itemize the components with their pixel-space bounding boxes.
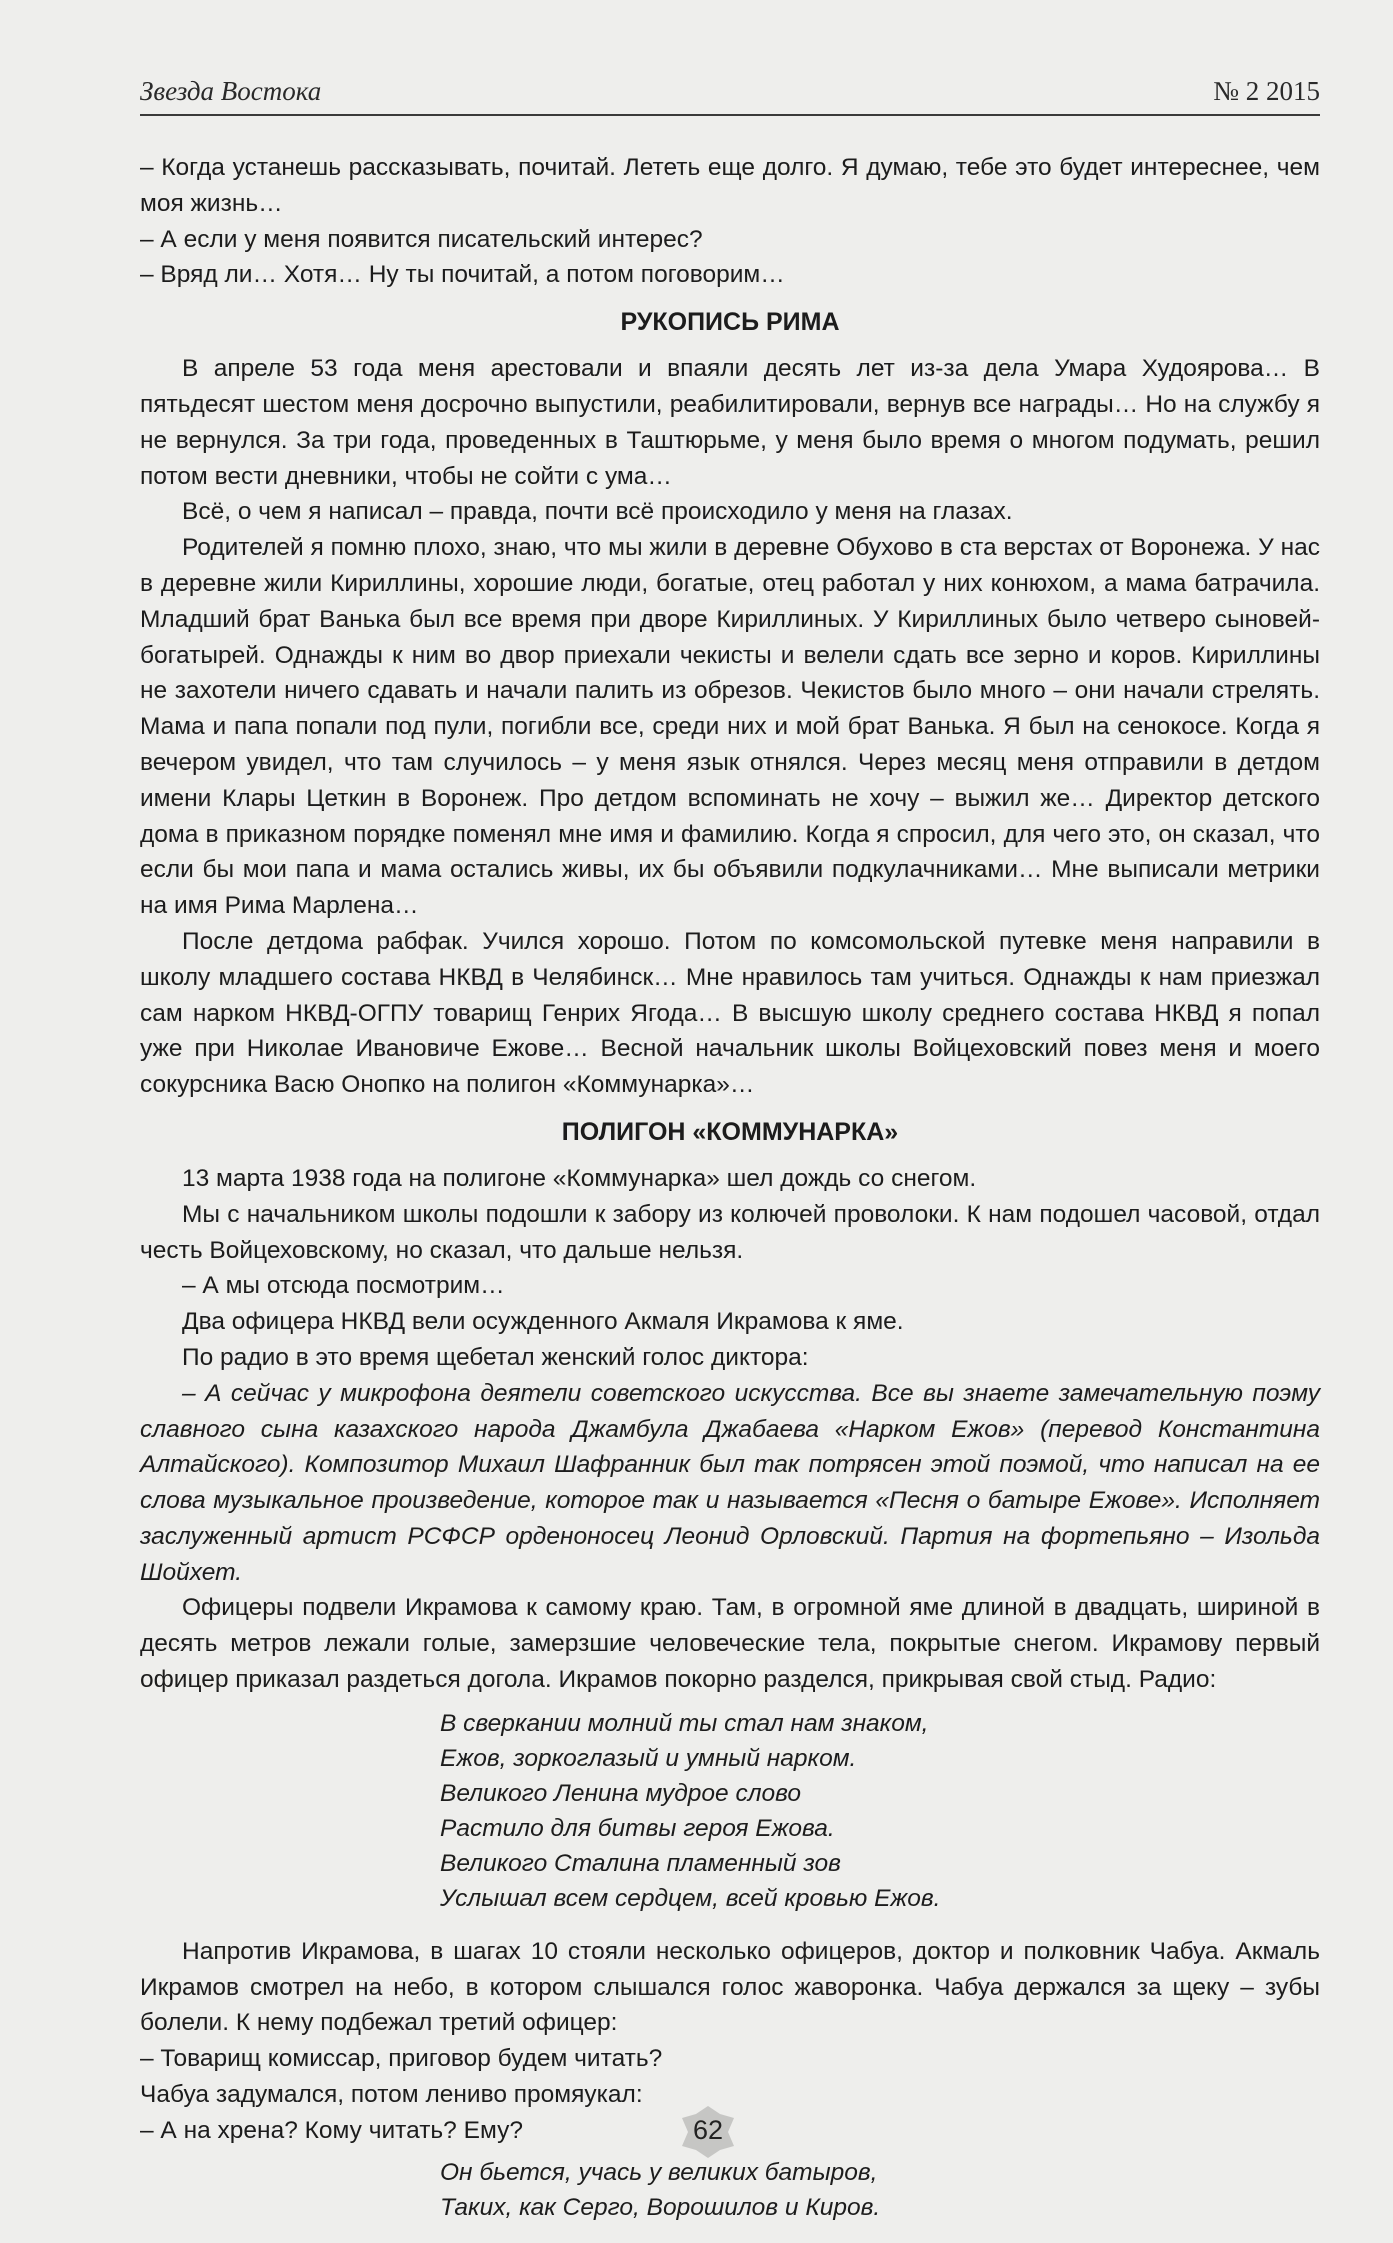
journal-title: Звезда Востока	[140, 76, 322, 106]
poem-line: Услышал всем сердцем, всей кровью Ежов.	[440, 1884, 941, 1912]
paragraph: Напротив Икрамова, в шагах 10 стояли несколько офицеров, доктор и полковник Чабуа. Акмаль Икрамов смотрел на небо, в котором слышался голос жаворонка. Чабуа держался за щеку – зубы болели. К нему подбежал третий офицер:	[140, 1937, 1320, 2037]
running-header	[140, 70, 1320, 120]
article-body	[140, 150, 1320, 2243]
dialogue-line: – Товарищ комиссар, приговор будем читать?	[140, 2045, 663, 2073]
section-heading-poligon-kommunarka: ПОЛИГОН «КОММУНАРКА»	[561, 1117, 899, 1146]
paragraph: После детдома рабфак. Учился хорошо. Потом по комсомольской путевке меня направили в школу младшего состава НКВД в Челябинск… Мне нравилось там учиться. Однажды к нам приезжал сам нарком НКВД-ОГПУ товарищ Генрих Ягода… В высшую школу среднего состава НКВД я попал уже при Николае Ивановиче Ежове… Весной начальник школы Войцеховский повез меня и моего сокурсника Васю Онопко на полигон «Коммунарка»…	[140, 927, 1320, 1099]
poem-line: Великого Ленина мудрое слово	[440, 1779, 802, 1807]
poem-line: Таких, как Серго, Ворошилов и Киров.	[440, 2193, 881, 2221]
dialogue-line: Чабуа задумался, потом лениво промяукал:	[140, 2081, 643, 2109]
page-number-badge	[680, 2104, 736, 2160]
paragraph: Два офицера НКВД вели осужденного Акмаля Икрамова к яме.	[182, 1308, 904, 1336]
poem-line: Он бьется, учась у великих батыров,	[440, 2158, 878, 2186]
paragraph: В апреле 53 года меня арестовали и впаяли десять лет из-за дела Умара Худоярова… В пятьдесят шестом меня досрочно выпустили, реабилитировали, вернув все награды… Но на службу я не вернулся. За три года, проведенных в Таштюрьме, у меня было время о многом подумать, решил потом вести дневники, чтобы не сойти с ума…	[140, 355, 1320, 490]
radio-quote: – А сейчас у микрофона деятели советского искусства. Все вы знаете замечательную поэму славного сына казахского народа Джамбула Джабаева «Нарком Ежов» (перевод Константина Алтайского). Композитор Михаил Шафранник был так потрясен этой поэмой, что написал на ее слова музыкальное произведение, которое так и называется «Песня о батыре Ежове». Исполняет заслуженный артист РСФСР орденоносец Леонид Орловский. Партия на фортепьяно – Изольда Шойхет.	[140, 1379, 1320, 1586]
poem-line: Великого Сталина пламенный зов	[440, 1849, 841, 1877]
dialogue-line: – А если у меня появится писательский интерес?	[140, 225, 703, 253]
paragraph: По радио в это время щебетал женский голос диктора:	[182, 1343, 809, 1371]
paragraph: 13 марта 1938 года на полигоне «Коммунарка» шел дождь со снегом.	[182, 1164, 977, 1192]
poem-line: Ежов, зоркоглазый и умный нарком.	[440, 1744, 857, 1772]
paragraph: – А мы отсюда посмотрим…	[182, 1272, 505, 1300]
poem-line: В сверкании молний ты стал нам знаком,	[440, 1709, 929, 1737]
section-heading-rukopis-rima: РУКОПИСЬ РИМА	[620, 308, 840, 337]
paragraph: Всё, о чем я написал – правда, почти всё происходило у меня на глазах.	[182, 498, 1013, 526]
poem-line: Растило для битвы героя Ежова.	[440, 1814, 835, 1842]
paragraph: Мы с начальником школы подошли к забору из колючей проволоки. К нам подошел часовой, отдал честь Войцеховскому, но сказал, что дальше нельзя.	[140, 1200, 1320, 1264]
dialogue-line: – Когда устанешь рассказывать, почитай. Лететь еще долго. Я думаю, тебе это будет интереснее, чем моя жизнь…	[140, 154, 1320, 217]
page-number: 62	[692, 2115, 724, 2145]
dialogue-line: – А на хрена? Кому читать? Ему?	[140, 2116, 523, 2144]
paragraph: Родителей я помню плохо, знаю, что мы жили в деревне Обухово в ста верстах от Воронежа. У нас в деревне жили Кириллины, хорошие люди, богатые, отец работал у них конюхом, а мама батрачила. Младший брат Ванька был все время при дворе Кириллиных. У Кириллиных было четверо сыновей-богатырей. Однажды к ним во двор приехали чекисты и велели сдать все зерно и коров. Кириллины не захотели ничего сдавать и начали палить из обрезов. Чекистов было много – они начали стрелять. Мама и папа попали под пули, погибли все, среди них и мой брат Ванька. Я был на сенокосе. Когда я вечером увидел, что там случилось – у меня язык отнялся. Через месяц меня отправили в детдом имени Клары Цеткин в Воронеж. Про детдом вспоминать не хочу – выжил же… Директор детского дома в приказном порядке поменял мне имя и фамилию. Когда я спросил, для чего это, он сказал, что если бы мои папа и мама остались живы, их бы объявили подкулачниками… Мне выписали метрики на имя Рима Марлена…	[140, 534, 1320, 920]
poem-stanza	[440, 1706, 1320, 1916]
issue-number: № 2 2015	[1213, 76, 1320, 106]
dialogue-line: – Вряд ли… Хотя… Ну ты почитай, а потом поговорим…	[140, 261, 785, 289]
header-rule	[140, 114, 1320, 116]
poem-stanza	[440, 2155, 1320, 2225]
paragraph: Офицеры подвели Икрамова к самому краю. Там, в огромной яме длиной в двадцать, шириной в десять метров лежали голые, замерзшие человеческие тела, покрытые снегом. Икрамову первый офицер приказал раздеться догола. Икрамов покорно разделся, прикрывая свой стыд. Радио:	[140, 1594, 1320, 1694]
